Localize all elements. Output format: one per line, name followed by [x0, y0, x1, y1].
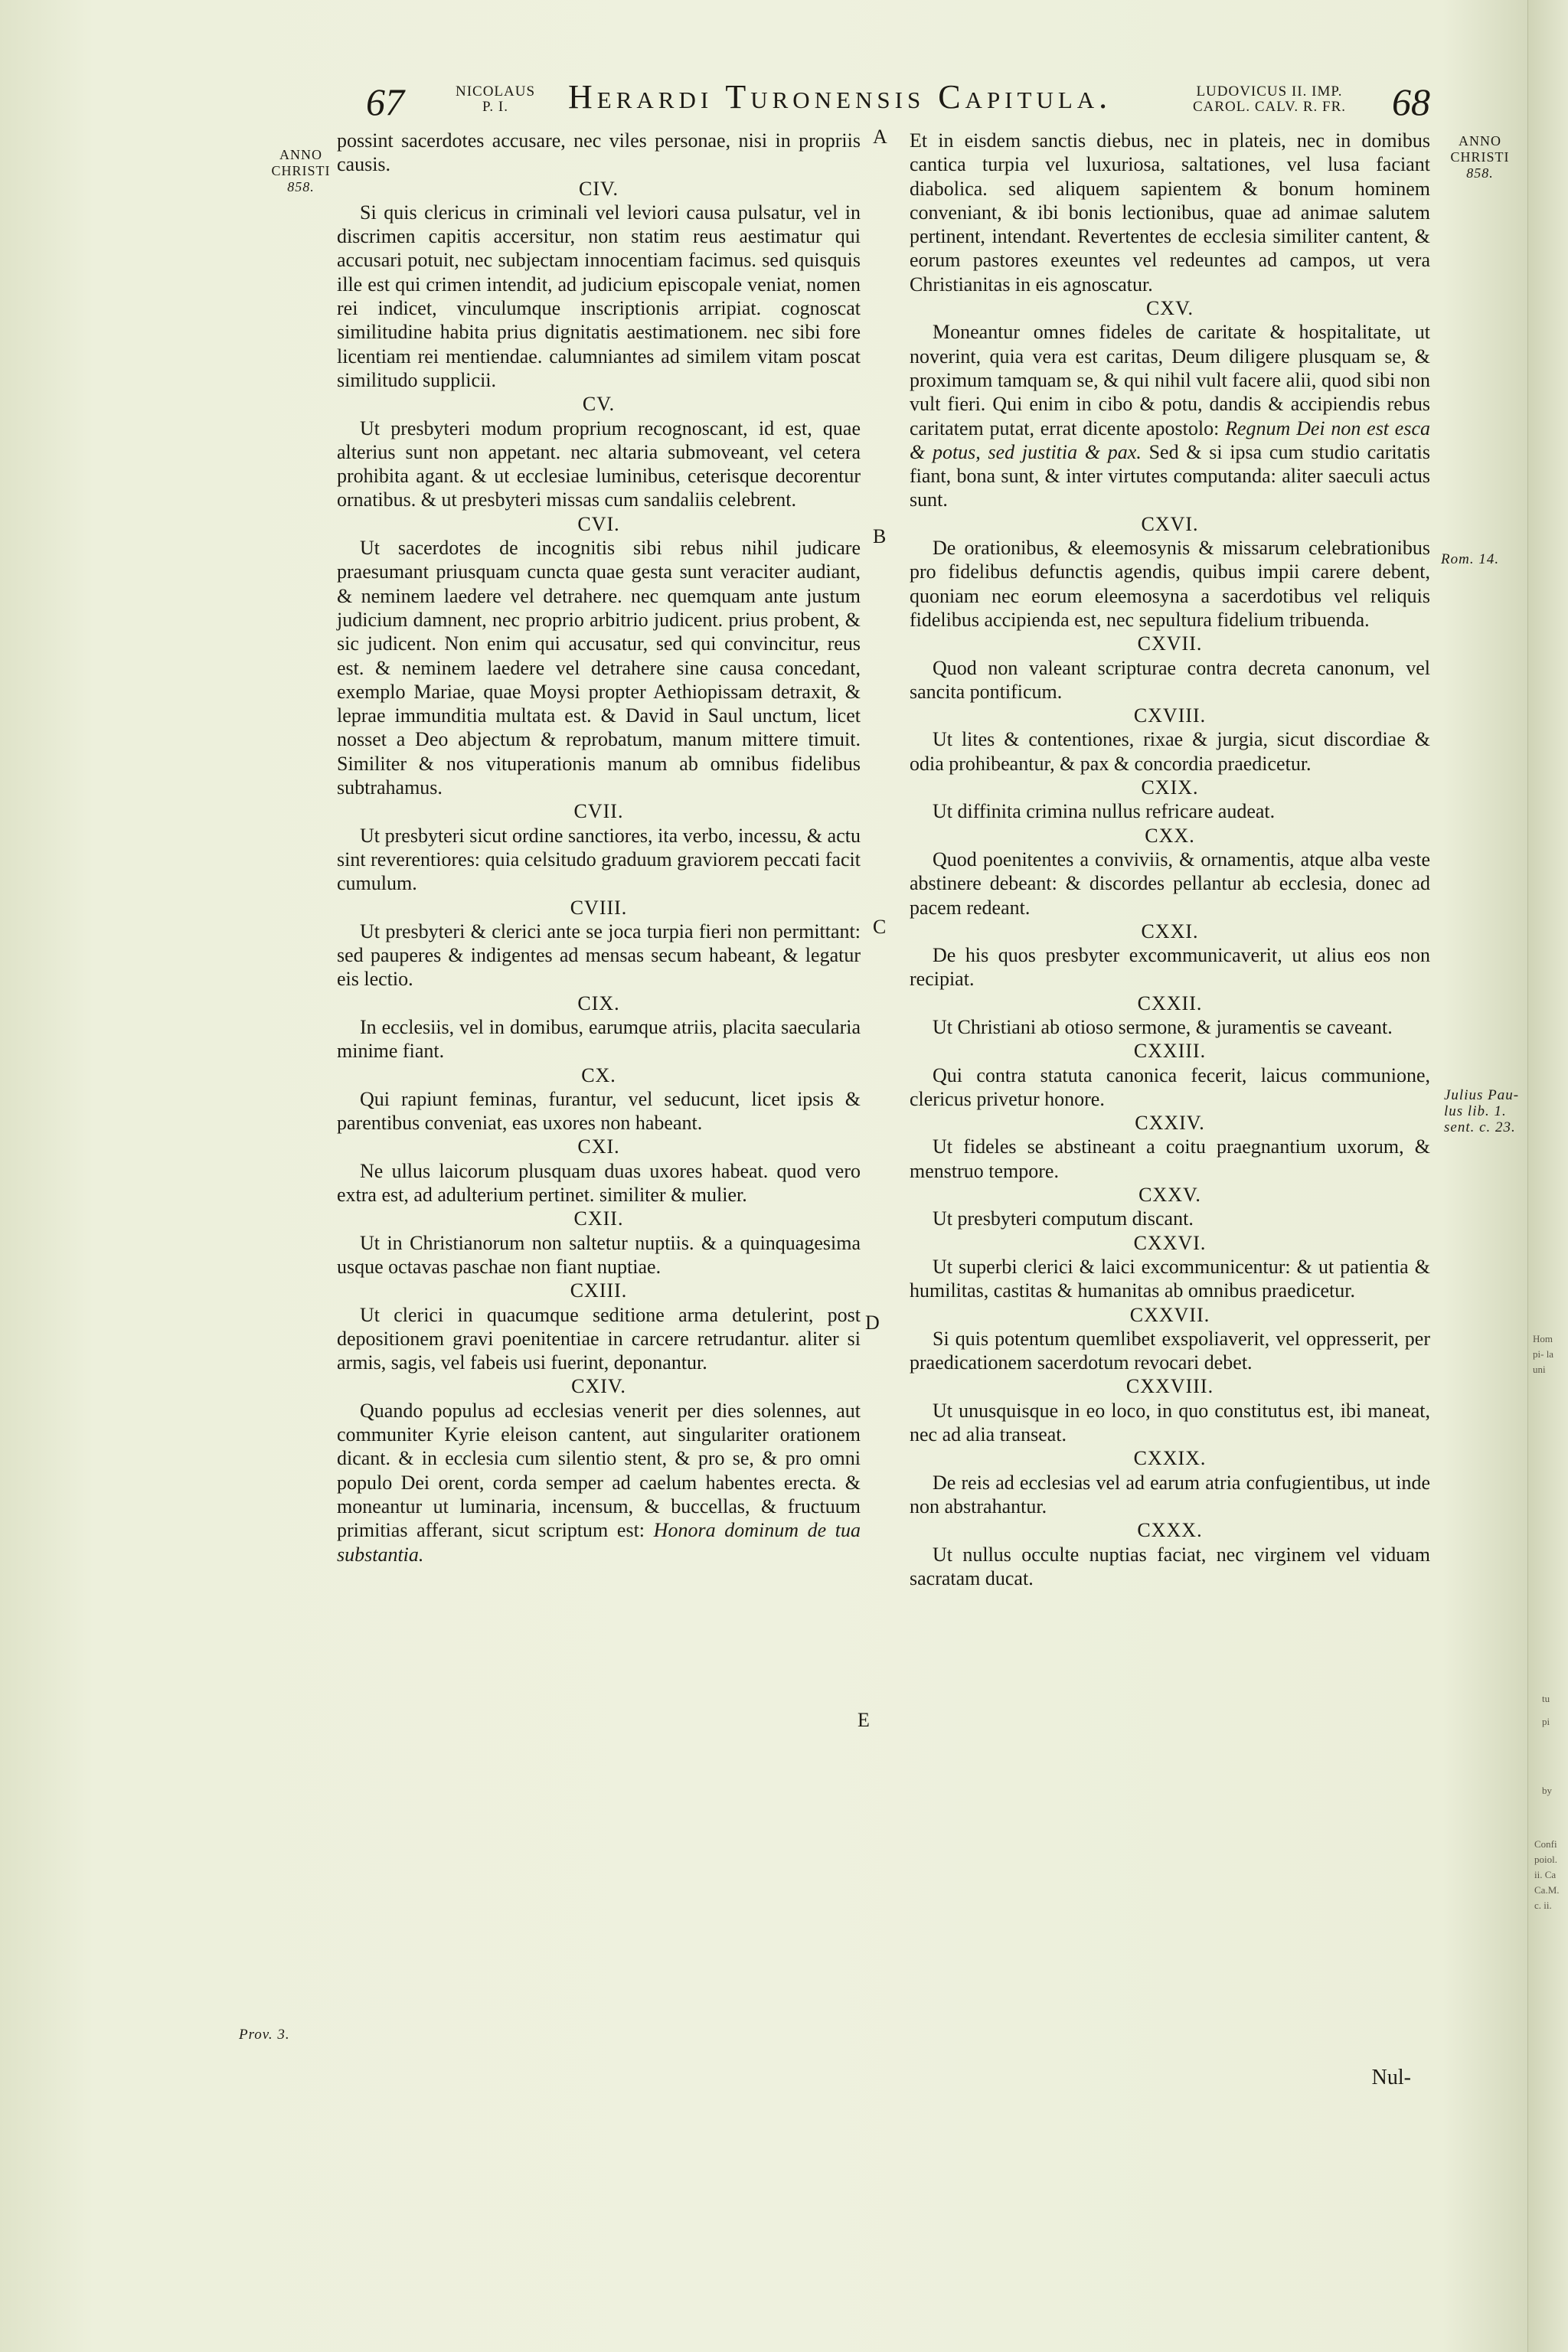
paragraph-text: Sed & si ipsa cum studio caritatis fiant, bona sunt, & inter virtutes computanda: aliter saeculi actus sunt. [910, 440, 1430, 511]
chapter-heading: CXXIX. [1133, 1447, 1207, 1470]
chapter-heading: CXI. [577, 1135, 620, 1158]
header-right-line-2: CAROL. CALV. R. FR. [1192, 99, 1347, 115]
edge-fragment: poiol. [1534, 1854, 1557, 1865]
section-letter-a: A [873, 126, 887, 148]
anno-label: ANNO [1459, 133, 1501, 149]
chapter-heading: CVII. [573, 800, 624, 823]
folio-left: 67 [366, 80, 404, 123]
edge-fragment: Ca.M. [1534, 1884, 1560, 1896]
margin-note-julius [1444, 1087, 1519, 1135]
section-letter-e: E [858, 1709, 870, 1731]
chapter-heading: CXXVI. [1133, 1231, 1207, 1254]
chapter-heading: CXXII. [1137, 991, 1203, 1014]
paragraph-text: Quando populus ad ecclesias venerit per dies solennes, aut communiter Kyrie eleison cantent, aut singulariter orationem dicant. & in ecclesia cum silentio stent, & pro se, & pro omni populo Dei orent, corda semper ad caelum habentes erecta. & moneantur ut luminaria, incensum, & buccellas, & fructuum primitias afferant, sicut scriptum est: [337, 1399, 861, 1542]
edge-fragment: ii. Ca [1534, 1869, 1557, 1880]
header-left-small [438, 84, 553, 115]
julius-line-3: sent. c. 23. [1444, 1119, 1516, 1135]
margin-note-rom: Rom. 14. [1441, 551, 1500, 567]
margin-right-anno [1438, 133, 1522, 181]
chapter-heading: CXX. [1145, 824, 1195, 847]
paragraph: Ut clerici in quacumque seditione arma detulerint, post depositionem gravi poenitentiae in carcere retrudantur. aliter si armis, sagis, vel fabeis usi fuerint, deponantur. [337, 1303, 861, 1374]
paragraph: Ut nullus occulte nuptias faciat, nec virginem vel viduam sacratam ducat. [910, 1543, 1430, 1589]
paragraph: Ut presbyteri computum discant. [933, 1207, 1194, 1230]
adjacent-page-edge [1527, 0, 1568, 2352]
paragraph: Ut diffinita crimina nullus refricare audeat. [933, 800, 1276, 823]
header-left-line-1: NICOLAUS [455, 83, 536, 100]
quotation: Regnum Dei non est esca & potus, sed justitia & pax. [910, 416, 1431, 463]
left-column [337, 129, 861, 1566]
paragraph: Ut unusquisque in eo loco, in quo constitutus est, ibi maneat, nec ad alia transeat. [910, 1399, 1430, 1446]
paragraph: De reis ad ecclesias vel ad earum atria confugientibus, ut inde non abstrahantur. [910, 1471, 1430, 1517]
chapter-heading: CXXX. [1137, 1519, 1203, 1542]
page-title: Herardi Turonensis Capitula. [568, 78, 1112, 116]
paragraph-text: Moneantur omnes fideles de caritate & hospitalitate, ut noverint, quia vera est caritas, Deum diligere plusquam se, & proximum tamquam se, & qui nihil vult facere alii, quod sibi non vult fieri. Qui enim in cibo & potu, dandis & accipiendis rebus caritatem putat, errat dicente apostolo: [910, 321, 1430, 439]
paragraph: possint sacerdotes accusare, nec viles personae, nisi in propriis causis. [337, 129, 861, 176]
edge-fragment: c. ii. [1534, 1900, 1552, 1911]
header-right-line-1: LUDOVICUS II. IMP. [1196, 83, 1343, 100]
section-letter-d: D [865, 1312, 880, 1334]
chapter-heading: CVI. [577, 512, 620, 535]
edge-fragment: Hom [1533, 1333, 1553, 1344]
paragraph: Qui contra statuta canonica fecerit, laicus communione, clericus privetur honore. [910, 1063, 1430, 1110]
paragraph: Et in eisdem sanctis diebus, nec in plateis, nec in domibus cantica turpia vel luxuriosa, saltationes, vel lusa faciant diabolica. sed aliquem sapientem & bonum hominem conveniant, & ibi bonis lectionibus, quae ad animae salutem pertinent, intendant. Revertentes de ecclesia similiter cantent, & eorum pastores exeuntes vel redeuntes ad campos, ut vera Christianitas in eis agnoscatur. [910, 129, 1430, 296]
edge-fragment: Confi [1534, 1838, 1557, 1850]
chapter-heading: CXIX. [1141, 776, 1199, 799]
right-column [910, 129, 1430, 1590]
paragraph: Ut lites & contentiones, rixae & jurgia, sicut discordiae & odia prohibeantur, & pax & concordia praedicetur. [910, 728, 1430, 775]
chapter-heading: CX. [581, 1063, 616, 1086]
paragraph: Ut presbyteri & clerici ante se joca turpia fieri non permittant: sed pauperes & indigentes ad mensas secum habeant, & legatur eis lectio. [337, 920, 861, 991]
paragraph: Si quis potentum quemlibet exspoliaverit, vel oppresserit, per praedicationem sacerdotum revocari debet. [910, 1327, 1430, 1374]
paragraph: Ne ullus laicorum plusquam duas uxores habeat. quod vero extra est, ad adulterium pertinet. similiter & mulier. [337, 1159, 861, 1207]
paragraph: Quod non valeant scripturae contra decreta canonum, vel sancita pontificum. [910, 656, 1430, 703]
julius-line-1: Julius Pau- [1444, 1087, 1520, 1103]
chapter-heading: CXIV. [571, 1375, 626, 1398]
julius-line-2: lus lib. 1. [1444, 1103, 1507, 1119]
paragraph: Ut presbyteri sicut ordine sanctiores, ita verbo, incessu, & actu sint reverentiores: quia celsitudo graduum graviorem peccati facit cumulum. [337, 824, 861, 895]
chapter-heading: CXXVIII. [1125, 1375, 1214, 1398]
paragraph: Qui rapiunt feminas, furantur, vel seducunt, licet ipsis & parentibus conveniat, eas uxores non habeant. [337, 1087, 861, 1135]
chapter-heading: CV. [582, 393, 616, 416]
chapter-heading: CXVI. [1141, 512, 1199, 535]
paragraph: Ut fideles se abstineant a coitu praegnantium uxorum, & menstruo tempore. [910, 1135, 1430, 1182]
chapter-heading: CXXVII. [1129, 1303, 1210, 1326]
year-label: 858. [1466, 165, 1494, 181]
edge-fragment: tu [1542, 1693, 1550, 1704]
chapter-heading: CXXI. [1141, 920, 1199, 942]
anno-label: ANNO [279, 147, 322, 162]
section-letter-b: B [873, 525, 887, 547]
section-letter-c: C [873, 916, 887, 938]
edge-fragment: pi [1542, 1716, 1550, 1727]
chapter-heading: CXXV. [1138, 1184, 1201, 1207]
chapter-heading: CXXIII. [1133, 1040, 1207, 1063]
quotation: Honora dominum de tua substantia. [337, 1519, 861, 1566]
edge-fragment: uni [1533, 1364, 1546, 1375]
chapter-heading: CXXIV. [1135, 1112, 1205, 1135]
edge-fragment: pi- la [1533, 1348, 1554, 1360]
paragraph: Ut sacerdotes de incognitis sibi rebus nihil judicare praesumant priusquam cuncta quae gesta sunt veraciter audiant, & neminem laedere vel detrahere. nec quemquam ante justum judicium damnent, nec proprio arbitrio judicent. prius probent, & sic judicent. Non enim qui accusatur, sed qui convincitur, reus est. & neminem laedere vel detrahere sine causa concedant, exemplo Mariae, quae Moysi propter Aethiopissam detraxit, & leprae immunditia multata est. & David in Saul unctum, licet nosset a Deo abjectum & reprobatum, manum mittere timuit. Similiter & nos vituperationis manum ab omnibus fidelibus subtrahamus. [337, 537, 861, 799]
chapter-heading: CXII. [573, 1207, 624, 1230]
edge-fragment: by [1542, 1785, 1552, 1796]
christi-label: CHRISTI [1450, 149, 1510, 165]
chapter-heading: CXV. [1145, 297, 1194, 320]
paragraph: Ut Christiani ab otioso sermone, & juramentis se caveant. [933, 1015, 1393, 1038]
chapter-heading: CXVII. [1137, 632, 1203, 655]
chapter-heading: CIV. [579, 177, 619, 200]
paragraph: Si quis clericus in criminali vel leviori causa pulsatur, vel in discrimen capitis accersitur, non statim reus aestimatur qui accusari potuit, nec subjectam innocentiam facimus. sed quisquis ille est qui crimen intendit, ad judicium episcopale veniat, nomen rei indicet, vinculumque inscriptionis arripiat. cognoscat similitudine habita prius dignitatis aestimationem. nec sibi fore licentiam rei mentiendae. calumniantes ad similem vitam poscat similitudo supplicii. [337, 201, 861, 391]
header-right-small [1178, 84, 1361, 115]
catchword: Nul- [1371, 2066, 1411, 2089]
paragraph [337, 1399, 861, 1566]
christi-label: CHRISTI [271, 163, 331, 178]
year-label: 858. [287, 179, 315, 194]
paragraph: Ut superbi clerici & laici excommunicentur: & ut patientia & humilitas, castitas & humanitas ab omnibus praedicetur. [910, 1255, 1430, 1302]
paragraph: De his quos presbyter excommunicaverit, ut alius eos non recipiat. [910, 944, 1430, 991]
paragraph: Quod poenitentes a conviviis, & ornamentis, atque alba veste abstinere debeant: & discordes pellantur ab ecclesia, donec ad pacem redeant. [910, 848, 1430, 919]
margin-left-anno [259, 147, 343, 195]
chapter-heading: CVIII. [570, 896, 628, 919]
paragraph: De orationibus, & eleemosynis & missarum celebrationibus pro fidelibus defunctis agendis, quibus impii carere debent, quoniam nec eorum eleemosyna a sacerdotibus vel reliquis fidelibus accipienda est, nec sepultura fidelium tribuenda. [910, 537, 1430, 631]
paragraph: Ut in Christianorum non saltetur nuptiis. & a quinquagesima usque octavas paschae non fiant nuptiae. [337, 1231, 861, 1278]
chapter-heading: CXVIII. [1133, 704, 1207, 727]
paragraph [910, 320, 1430, 511]
header-left-line-2: P. I. [482, 99, 509, 115]
chapter-heading: CIX. [577, 991, 620, 1014]
chapter-heading: CXIII. [570, 1279, 628, 1302]
margin-note-prov: Prov. 3. [239, 2027, 290, 2043]
folio-right: 68 [1392, 80, 1430, 123]
paragraph: Ut presbyteri modum proprium recognoscant, id est, quae alterius sunt non appetant. nec altaria submoveant, vel cetera prohibita agant. & ut ecclesiae luminibus, ceterisque decorentur ornatibus. & ut presbyteri missas cum sandaliis celebrent. [337, 416, 861, 511]
paragraph: In ecclesiis, vel in domibus, earumque atriis, placita saecularia minime fiant. [337, 1015, 861, 1063]
